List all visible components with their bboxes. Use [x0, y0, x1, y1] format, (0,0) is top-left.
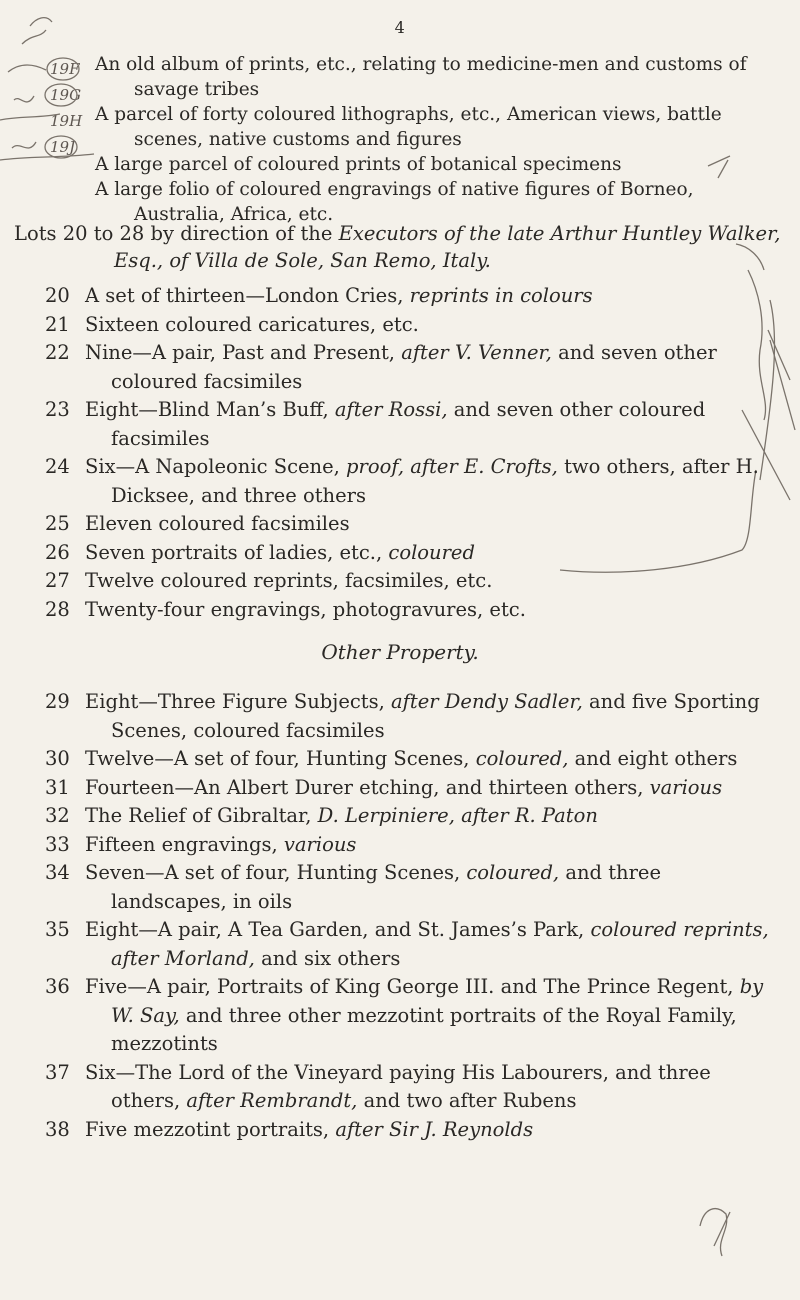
lot-number: 33	[45, 832, 70, 856]
section-heading	[14, 220, 800, 274]
lot-description: Five—A pair, Portraits of King George III. and The Prince Regent, by W. Say, and three other mezzotint portraits of the Royal Family, mezzotints	[85, 975, 764, 1055]
lot-number: 21	[45, 312, 70, 336]
page-number: 4	[394, 18, 406, 37]
lot-row	[45, 745, 780, 774]
list-item: A parcel of forty coloured lithographs, etc., American views, battle scenes, native customs and figures	[95, 104, 722, 150]
lot-row	[45, 539, 780, 568]
lot-list-other-property	[45, 688, 780, 1144]
margin-note: 19G	[50, 86, 82, 104]
lot-description: Eleven coloured facsimiles	[85, 512, 350, 535]
lot-row	[45, 282, 780, 311]
lot-number: 26	[45, 540, 70, 564]
lot-row	[45, 1116, 780, 1145]
lot-description: Fifteen engravings, various	[85, 832, 357, 856]
lot-row	[45, 339, 780, 396]
margin-note: 19F	[50, 60, 80, 78]
lot-description: The Relief of Gibraltar, D. Lerpiniere, after R. Paton	[85, 804, 598, 827]
top-entries	[95, 52, 785, 227]
lot-description: Eight—A pair, A Tea Garden, and St. James’s Park, coloured reprints, after Morland, and six others	[85, 918, 769, 970]
lot-number: 28	[45, 597, 70, 621]
lot-number: 35	[45, 918, 70, 941]
lot-row	[45, 859, 780, 916]
lot-description: Eight—Blind Man’s Buff, after Rossi, and seven other coloured facsimiles	[85, 398, 706, 450]
lot-description: Seven portraits of ladies, etc., coloured	[85, 540, 475, 564]
lot-row	[45, 688, 780, 745]
lot-list-huntley-walker	[45, 282, 780, 624]
lot-row	[45, 453, 780, 510]
lot-description: A set of thirteen—London Cries, reprints in colours	[85, 284, 593, 307]
lot-description: Fourteen—An Albert Durer etching, and thirteen others, various	[85, 775, 723, 799]
list-item: An old album of prints, etc., relating to medicine-men and customs of savage tribes	[95, 54, 747, 100]
lot-number: 37	[45, 1060, 70, 1084]
section-title-other-property: Other Property.	[321, 640, 479, 664]
lot-number: 24	[45, 455, 70, 478]
lot-number: 23	[45, 398, 70, 421]
lot-row	[45, 774, 780, 803]
lot-description: Twelve coloured reprints, facsimiles, etc.	[85, 569, 493, 592]
lot-row	[45, 802, 780, 831]
lot-description: Twenty-four engravings, photogravures, etc.	[85, 597, 526, 621]
heading-lead: Lots 20 to 28 by direction of the	[14, 222, 339, 245]
heading-italic: Executors of the late Arthur Huntley Walker, Esq., of Villa de Sole, San Remo, Italy.	[114, 222, 781, 272]
lot-number: 32	[45, 804, 70, 827]
lot-description: Five mezzotint portraits, after Sir J. Reynolds	[85, 1117, 534, 1141]
lot-number: 29	[45, 690, 70, 713]
lot-row	[45, 973, 780, 1059]
lot-row	[45, 916, 780, 973]
lot-description: Six—The Lord of the Vineyard paying His Labourers, and three others, after Rembrandt, and two after Rubens	[85, 1060, 711, 1112]
lot-row	[45, 1059, 780, 1116]
lot-row	[45, 510, 780, 539]
lot-description: Eight—Three Figure Subjects, after Dendy Sadler, and five Sporting Scenes, coloured facsimiles	[85, 690, 760, 742]
lot-description: Nine—A pair, Past and Present, after V. Venner, and seven other coloured facsimiles	[85, 341, 717, 393]
list-item: A large folio of coloured engravings of native figures of Borneo, Australia, Africa, etc.	[95, 179, 694, 225]
lot-description: Seven—A set of four, Hunting Scenes, coloured, and three landscapes, in oils	[85, 861, 662, 913]
lot-number: 27	[45, 569, 70, 592]
lot-number: 36	[45, 975, 70, 998]
lot-row	[45, 567, 780, 596]
lot-description: Twelve—A set of four, Hunting Scenes, coloured, and eight others	[85, 747, 738, 770]
lot-row	[45, 396, 780, 453]
lot-number: 30	[45, 747, 70, 770]
lot-number: 25	[45, 512, 70, 535]
list-item: A large parcel of coloured prints of botanical specimens	[95, 154, 622, 175]
lot-number: 34	[45, 861, 70, 884]
margin-note: 19H	[50, 112, 83, 130]
lot-number: 38	[45, 1117, 70, 1141]
lot-row	[45, 596, 780, 625]
margin-note: 19J	[50, 138, 76, 156]
lot-number: 31	[45, 775, 70, 799]
lot-row	[45, 311, 780, 340]
lot-number: 20	[45, 284, 70, 307]
lot-row	[45, 831, 780, 860]
lot-description: Six—A Napoleonic Scene, proof, after E. Crofts, two others, after H. Dicksee, and three others	[85, 455, 759, 507]
lot-number: 22	[45, 341, 70, 364]
lot-description: Sixteen coloured caricatures, etc.	[85, 312, 419, 336]
